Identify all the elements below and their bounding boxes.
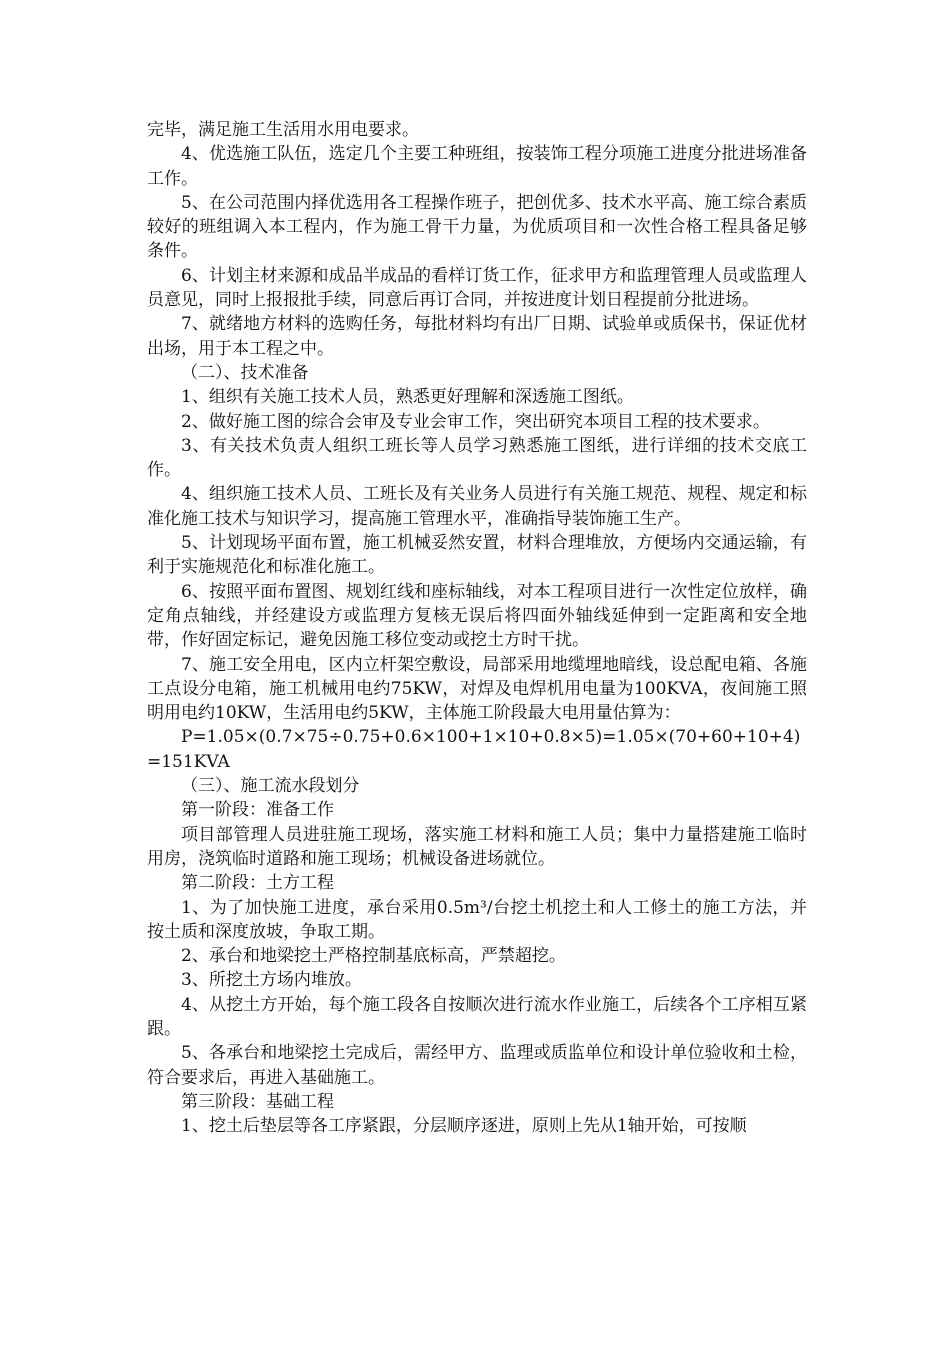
stage-heading: 第二阶段：土方工程 (181, 873, 334, 894)
paragraph: 7、就绪地方材料的选购任务，每批材料均有出厂日期、试验单或质保书，保证优材出场，用于本工程之中。 (147, 314, 807, 359)
paragraph: 1、为了加快施工进度，承台采用0.5m³/台挖土机挖土和人工修土的施工方法，并按土质和深度放坡，争取工期。 (147, 897, 807, 942)
paragraph: 6、计划主材来源和成品半成品的看样订货工作，征求甲方和监理管理人员或监理人员意见，同时上报报批手续，同意后再订合同，并按进度计划日程提前分批进场。 (147, 265, 807, 311)
paragraph: 2、做好施工图的综合会审及专业会审工作，突出研究本项目工程的技术要求。 (181, 411, 770, 432)
paragraph: 3、所挖土方场内堆放。 (181, 970, 362, 991)
paragraph: 1、组织有关施工技术人员，熟悉更好理解和深透施工图纸。 (181, 387, 634, 408)
paragraph: 6、按照平面布置图、规划红线和座标轴线，对本工程项目进行一次性定位放样，确定角点轴线，并经建设方或监理方复核无误后将四面外轴线延伸到一定距离和安全地带，作好固定标记，避免因施工移位变动或挖土方时干扰。 (147, 581, 807, 651)
stage-heading: 第一阶段：准备工作 (181, 800, 334, 821)
section-heading: （三）、施工流水段划分 (181, 776, 360, 797)
formula: P=1.05×(0.7×75÷0.75+0.6×100+1×10+0.8×5)=1.05×(70+60+10+4)=151KVA (147, 727, 801, 772)
paragraph: 7、施工安全用电，区内立杆架空敷设，局部采用地缆埋地暗线，设总配电箱、各施工点设分电箱，施工机械用电约75KW，对焊及电焊机用电量为100KVA，夜间施工照明用电约10KW，生活用电约5KW，主体施工阶段最大电用量估算为： (147, 654, 807, 724)
paragraph: 5、在公司范围内择优选用各工程操作班子，把创优多、技术水平高、施工综合素质较好的班组调入本工程内，作为施工骨干力量，为优质项目和一次性合格工程具备足够条件。 (147, 192, 807, 262)
paragraph: 完毕，满足施工生活用水用电要求。 (147, 120, 419, 140)
paragraph: 1、挖土后垫层等各工序紧跟，分层顺序逐进，原则上先从1轴开始，可按顺 (181, 1116, 747, 1137)
paragraph: 3、有关技术负责人组织工班长等人员学习熟悉施工图纸，进行详细的技术交底工作。 (147, 435, 807, 481)
paragraph: 4、从挖土方开始，每个施工段各自按顺次进行流水作业施工，后续各个工序相互紧跟。 (147, 994, 807, 1039)
stage-heading: 第三阶段：基础工程 (181, 1091, 334, 1112)
paragraph: 项目部管理人员进驻施工现场，落实施工材料和施工人员；集中力量搭建施工临时用房，浇筑临时道路和施工现场；机械设备进场就位。 (147, 824, 807, 869)
paragraph: 5、各承台和地梁挖土完成后，需经甲方、监理或质监单位和设计单位验收和土检，符合要求后，再进入基础施工。 (147, 1043, 807, 1088)
paragraph: 2、承台和地梁挖土严格控制基底标高，严禁超挖。 (181, 946, 566, 967)
section-heading: （二）、技术准备 (181, 362, 309, 383)
document-body (147, 118, 807, 1138)
paragraph: 4、优选施工队伍，选定几个主要工种班组，按装饰工程分项施工进度分批进场准备工作。 (147, 144, 807, 189)
paragraph: 5、计划现场平面布置，施工机械妥然安置，材料合理堆放，方便场内交通运输，有利于实施规范化和标准化施工。 (147, 533, 807, 578)
paragraph: 4、组织施工技术人员、工班长及有关业务人员进行有关施工规范、规程、规定和标准化施工技术与知识学习，提高施工管理水平，准确指导装饰施工生产。 (147, 484, 807, 529)
